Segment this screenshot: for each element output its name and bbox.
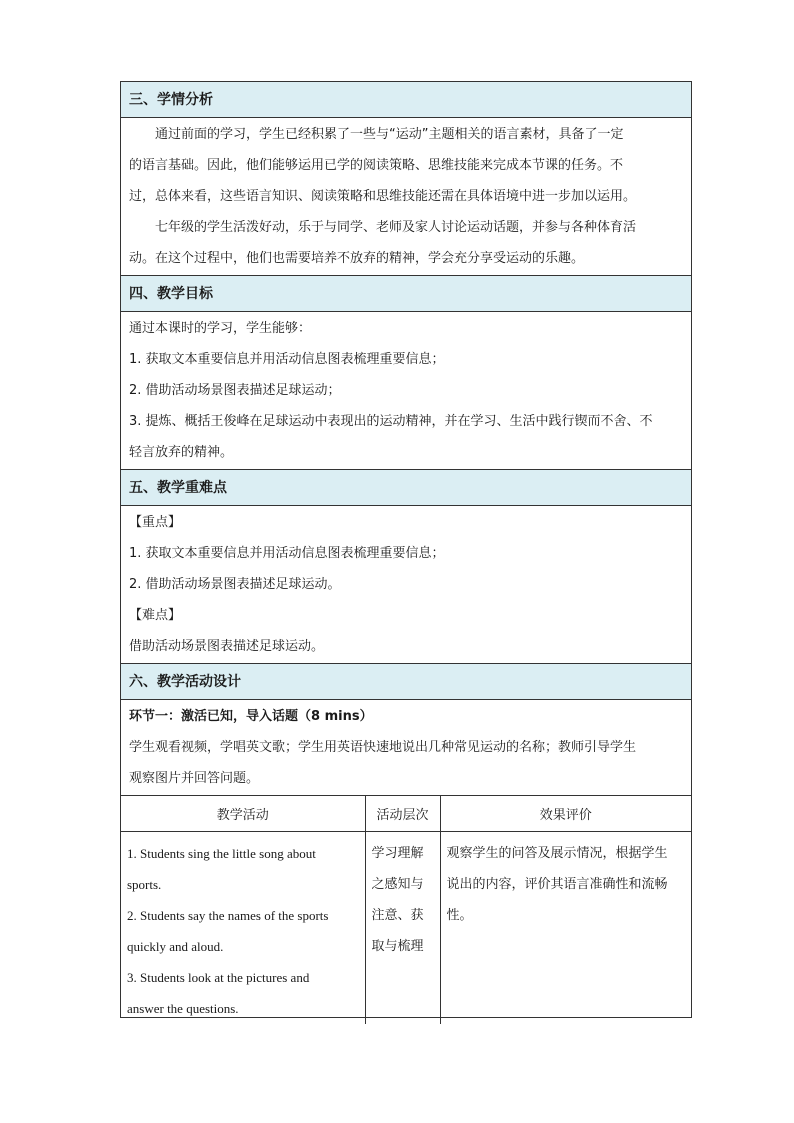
header-teaching-activity: 教学活动	[121, 796, 365, 832]
section-body-teaching-objectives	[121, 312, 691, 470]
activity-table	[121, 796, 691, 1024]
activity-line: 3. Students look at the pictures and	[127, 970, 310, 985]
activity-line: 2. Students say the names of the sports	[127, 908, 329, 923]
paragraph-line: 的语言基础。因此，他们能够运用已学的阅读策略、思维技能来完成本节课的任务。不	[129, 158, 624, 173]
activity-table-row	[121, 832, 691, 1025]
section-body-key-points	[121, 506, 691, 664]
level-line: 注意、获	[371, 908, 424, 923]
paragraph-line: 过，总体来看，这些语言知识、阅读策略和思维技能还需在具体语境中进一步加以运用。	[129, 189, 637, 204]
header-activity-level: 活动层次	[365, 796, 440, 832]
activity-line: sports.	[127, 877, 162, 892]
activity-line: answer the questions.	[127, 1001, 239, 1016]
section-body-student-analysis	[121, 118, 691, 276]
section-heading-key-points: 五、教学重难点	[121, 470, 691, 506]
lesson-plan-table	[120, 81, 692, 1018]
section-heading-teaching-objectives: 四、教学目标	[121, 276, 691, 312]
evaluation-line: 观察学生的问答及展示情况，根据学生	[446, 846, 668, 861]
evaluation-line: 性。	[446, 908, 473, 923]
key-point-item: 2. 借助活动场景图表描述足球运动。	[129, 577, 341, 592]
activity-line: quickly and aloud.	[127, 939, 224, 954]
difficult-points-label: 【难点】	[129, 608, 182, 623]
step-one-description	[121, 700, 691, 796]
section-heading-activity-design: 六、教学活动设计	[121, 664, 691, 700]
key-points-label: 【重点】	[129, 515, 182, 530]
activity-cell	[121, 832, 365, 1025]
objective-item: 3. 提炼、概括王俊峰在足球运动中表现出的运动精神，并在学习、生活中践行锲而不舍、不	[129, 414, 653, 429]
objective-item: 轻言放弃的精神。	[129, 445, 234, 460]
step-title: 环节一：激活已知，导入话题（8 mins）	[129, 709, 373, 724]
evaluation-cell	[440, 832, 691, 1025]
evaluation-line: 说出的内容，评价其语言准确性和流畅	[446, 877, 668, 892]
paragraph-line: 动。在这个过程中，他们也需要培养不放弃的精神，学会充分享受运动的乐趣。	[129, 251, 585, 266]
key-point-item: 1. 获取文本重要信息并用活动信息图表梳理重要信息；	[129, 546, 445, 561]
level-line: 取与梳理	[371, 939, 424, 954]
objective-item: 2. 借助活动场景图表描述足球运动；	[129, 383, 341, 398]
step-desc-line: 学生观看视频，学唱英文歌；学生用英语快速地说出几种常见运动的名称；教师引导学生	[129, 740, 637, 755]
difficult-point-item: 借助活动场景图表描述足球运动。	[129, 639, 325, 654]
step-desc-line: 观察图片并回答问题。	[129, 771, 260, 786]
header-effect-evaluation: 效果评价	[440, 796, 691, 832]
level-line: 之感知与	[371, 877, 424, 892]
level-cell	[365, 832, 440, 1025]
section-heading-student-analysis: 三、学情分析	[121, 82, 691, 118]
objective-intro: 通过本课时的学习，学生能够：	[129, 321, 312, 336]
level-line: 学习理解	[371, 846, 424, 861]
activity-table-header-row	[121, 796, 691, 832]
objective-item: 1. 获取文本重要信息并用活动信息图表梳理重要信息；	[129, 352, 445, 367]
paragraph-line: 七年级的学生活泼好动，乐于与同学、老师及家人讨论运动话题，并参与各种体育活	[155, 220, 637, 235]
paragraph-line: 通过前面的学习，学生已经积累了一些与“运动”主题相关的语言素材，具备了一定	[155, 127, 624, 142]
activity-line: 1. Students sing the little song about	[127, 846, 316, 861]
